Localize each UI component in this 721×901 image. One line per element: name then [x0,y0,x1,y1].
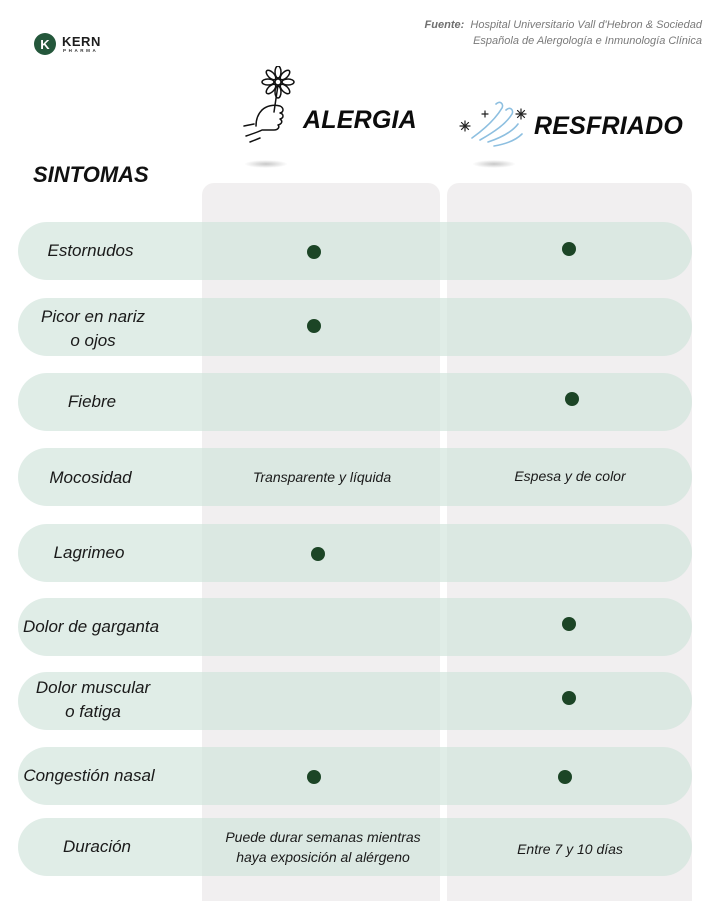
symptom-row-fiebre [18,373,692,431]
brand-logo [34,33,124,57]
symptom-row-lagrimeo [18,524,692,582]
symptom-row-mocosidad [18,448,692,506]
symptom-label: Congestión nasal [23,766,155,785]
cold-icon-shadow [472,160,516,168]
cold-column-title: RESFRIADO [534,112,684,140]
brand-subtitle: PHARMA [63,48,99,53]
allergy-column-title: ALERGIA [303,106,417,134]
cold-detail: Espesa y de color [514,468,626,484]
symptom-label: Estornudos [47,241,134,260]
symptom-row-estornudos [18,222,692,280]
source-line-2: Española de Alergología e Inmunología Clínica [473,35,702,47]
allergy-icon-shadow [244,160,288,168]
cold-present-dot [565,392,579,406]
symptom-label: Fiebre [67,392,117,411]
symptoms-title: SINTOMAS [33,162,149,187]
source-note: Fuente: Hospital Universitario Vall d'Hebron & Sociedad Española de Alergología e Inmunología Clínica [382,17,702,49]
symptom-label: Dolor de garganta [22,617,160,636]
symptom-row-congestion-nasal [18,747,692,805]
symptom-row-dolor-muscular [18,672,692,730]
symptom-row-duracion [18,818,692,876]
allergy-detail: Puede durar semanas mientras haya exposición al alérgeno [225,829,421,865]
cold-present-dot [562,242,576,256]
allergy-present-dot [307,245,321,259]
symptom-row-dolor-garganta [18,598,692,656]
symptom-label: Lagrimeo [53,543,125,562]
hand-holding-flower-icon [240,66,302,150]
symptom-label: Picor en nariz o ojos [41,307,145,350]
brand-name: KERN [62,34,101,49]
cold-detail: Entre 7 y 10 días [517,841,623,857]
symptom-row-picor [18,298,692,356]
cold-present-dot [558,770,572,784]
brand-logo-icon: K [34,33,56,55]
source-line-1: Hospital Universitario Vall d'Hebron & Sociedad [470,19,702,31]
cold-present-dot [562,691,576,705]
wind-snowflakes-icon [458,98,530,148]
allergy-detail: Transparente y líquida [252,469,392,485]
allergy-present-dot [307,770,321,784]
symptom-label: Dolor muscular o fatiga [35,678,151,721]
symptom-label: Duración [62,837,132,856]
source-label: Fuente [424,19,461,31]
allergy-present-dot [307,319,321,333]
allergy-present-dot [311,547,325,561]
symptom-label: Mocosidad [49,468,132,487]
cold-present-dot [562,617,576,631]
